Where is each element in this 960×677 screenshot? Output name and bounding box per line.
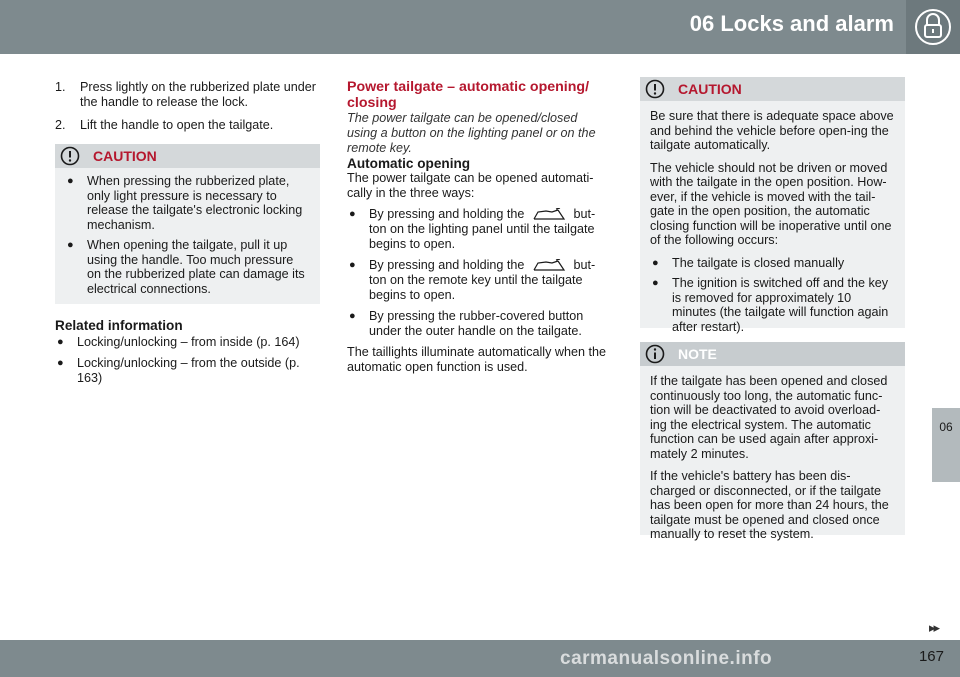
step-item <box>55 80 320 110</box>
method-text-pre: By pressing and holding the <box>369 258 525 272</box>
lead-text: The power tailgate can be opened automati-cally in the three ways: <box>347 171 594 200</box>
step-text: Press lightly on the rubberized plate under the handle to release the lock. <box>80 80 316 109</box>
method-text-post: but-ton on the remote key until the tailgate begins to open. <box>369 258 596 302</box>
next-page-arrows[interactable]: ▸▸ <box>928 620 938 635</box>
step-text: Lift the handle to open the tailgate. <box>80 118 274 132</box>
caution-item: ● When opening the tailgate, pull it up using the handle. Too much pressure on the rubberized plate can damage its electrical connections. <box>67 238 305 296</box>
method-item: ● By pressing and holding the but-ton on the lighting panel until the tailgate begins to open. <box>349 207 596 251</box>
tailgate-button-icon <box>532 259 566 273</box>
note-box <box>640 342 905 541</box>
caution-item: ● The tailgate is closed manually <box>652 255 845 270</box>
related-link[interactable]: ● Locking/unlocking – from inside (p. 164) <box>57 335 300 349</box>
caution-box-left <box>55 144 320 304</box>
caution-paragraph: Be sure that there is adequate space above and behind the vehicle before open-ing the tailgate automatically. <box>650 109 894 152</box>
section-title: Power tailgate – automatic opening/ closing <box>347 79 590 111</box>
note-paragraph: If the vehicle's battery has been dis-charged or disconnected, or if the tailgate has been open for more than 24 hours, the tailgate must be opened and closed once manually to reset the system. <box>650 469 889 541</box>
caution-item-text: When opening the tailgate, pull it up using the handle. Too much pressure on the rubberized plate can damage its electrical connections. <box>87 238 305 296</box>
caution-body <box>55 168 320 312</box>
steps-list <box>55 80 320 133</box>
caution-title: CAUTION <box>678 81 742 97</box>
chapter-tab-label: 06 <box>939 420 953 434</box>
step-item <box>55 118 320 133</box>
subsection-title: Automatic opening <box>347 156 471 171</box>
tailgate-button-icon <box>532 208 566 222</box>
warning-icon <box>60 146 80 166</box>
chapter-icon-box <box>906 0 960 54</box>
note-paragraph: If the tailgate has been opened and closed continuously too long, the automatic func-tion will be deactivated to avoid overload-ing the electrical system. The automatic function can be used again after approxi-mately 2 minutes. <box>650 374 888 461</box>
chapter-side-tab[interactable] <box>932 408 960 482</box>
note-header <box>640 342 905 366</box>
caution-item: ● The ignition is switched off and the key is removed for approximately 10 minutes (the tailgate will function again after restart). <box>652 276 889 334</box>
caution-item: ● When pressing the rubberized plate, only light pressure is necessary to release the tailgate's electronic locking mechanism. <box>67 174 303 232</box>
caution-item-text: When pressing the rubberized plate, only light pressure is necessary to release the tailgate's electronic locking mechanism. <box>87 174 303 232</box>
method-item: ● By pressing the rubber-covered button under the outer handle on the tailgate. <box>349 309 584 338</box>
related-info <box>55 318 320 392</box>
warning-icon <box>645 79 665 99</box>
method-item: ● By pressing and holding the but-ton on the remote key until the tailgate begins to open. <box>349 258 596 302</box>
note-body <box>640 366 905 560</box>
related-link[interactable]: ● Locking/unlocking – from the outside (p. 163) <box>57 356 300 385</box>
lock-icon <box>914 6 952 46</box>
caution-header <box>55 144 320 168</box>
related-link-text[interactable]: Locking/unlocking – from the outside (p. 163) <box>77 356 300 385</box>
closing-text: The taillights illuminate automatically when the automatic open function is used. <box>347 345 607 374</box>
page-footer <box>0 640 960 677</box>
caution-item-text: The ignition is switched off and the key is removed for approximately 10 minutes (the tailgate will function again after restart). <box>672 276 889 334</box>
step-number: 1. <box>55 80 66 94</box>
chapter-title: 06 Locks and alarm <box>689 11 894 36</box>
method-text-pre: By pressing the rubber-covered button under the outer handle on the tailgate. <box>369 309 584 338</box>
caution-paragraph: The vehicle should not be driven or moved with the tailgate in the open position. How-ever, if the vehicle is moved with the tail-gate in the open position, the automatic closing function will be inoperative until one of the following occurs: <box>650 160 892 247</box>
page-header <box>0 0 960 54</box>
related-link-text[interactable]: Locking/unlocking – from inside (p. 164) <box>77 335 300 349</box>
column-2 <box>347 79 609 375</box>
related-title: Related information <box>55 318 183 333</box>
info-icon <box>645 344 665 364</box>
section-intro: The power tailgate can be opened/closed using a button on the lighting panel or on the remote key. <box>347 111 596 155</box>
method-text-pre: By pressing and holding the <box>369 207 525 221</box>
watermark: carmanualsonline.info <box>560 648 773 669</box>
note-title: NOTE <box>678 346 717 362</box>
caution-header <box>640 77 905 101</box>
step-number: 2. <box>55 118 66 132</box>
method-text-post: but-ton on the lighting panel until the tailgate begins to open. <box>369 207 596 251</box>
column-1 <box>55 80 320 141</box>
caution-body <box>640 101 905 350</box>
caution-title: CAUTION <box>93 148 157 164</box>
page-number: 167 <box>918 648 944 665</box>
caution-box-right <box>640 77 905 334</box>
caution-item-text: The tailgate is closed manually <box>672 255 845 270</box>
